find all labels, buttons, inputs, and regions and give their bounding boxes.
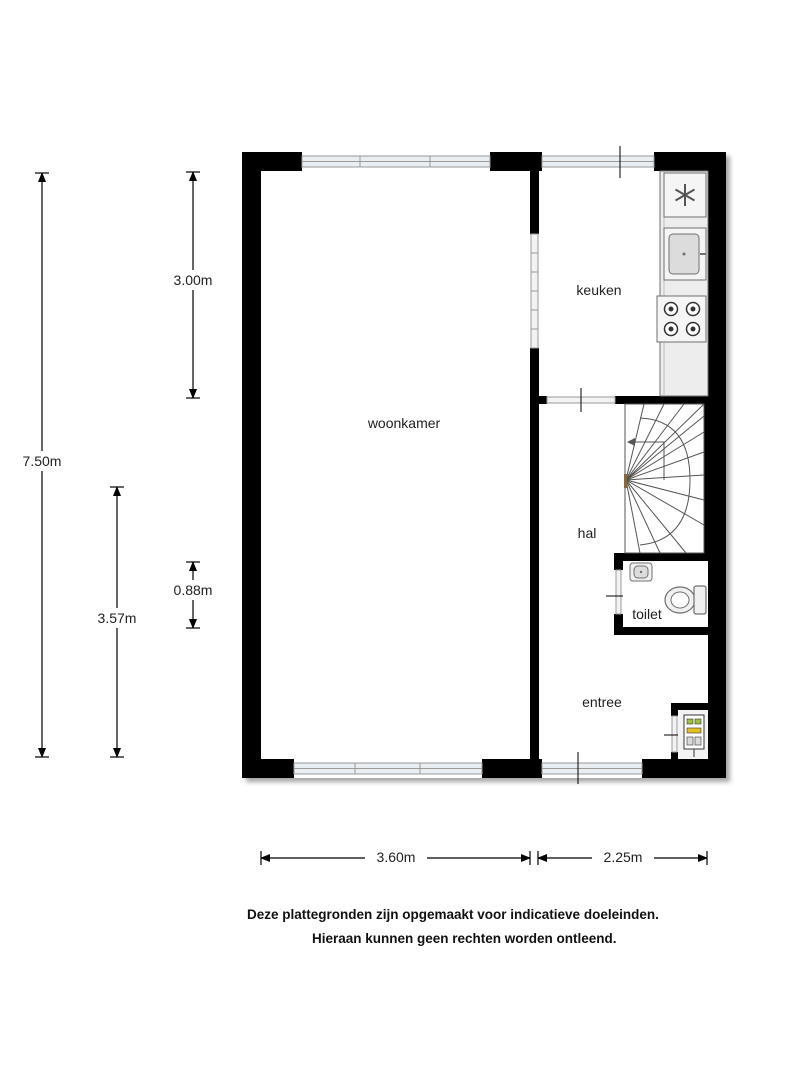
dimension-label-hall-width: 2.25m	[603, 849, 643, 865]
fan-icon	[664, 173, 706, 217]
dimension-label-kitchen-depth: 3.00m	[173, 272, 213, 288]
dimension-label-small-depth: 0.88m	[173, 582, 213, 598]
sink-icon	[664, 228, 706, 280]
toilet-icon	[665, 586, 706, 614]
window-living-top	[302, 152, 490, 171]
dimension-kitchen-depth	[163, 172, 223, 398]
room-label-living: woonkamer	[367, 415, 441, 431]
room-label-toilet: toilet	[632, 606, 662, 622]
hand-basin-icon	[630, 563, 652, 581]
room-label-kitchen: keuken	[576, 282, 622, 298]
staircase-icon	[624, 404, 704, 553]
dimension-label-total-depth: 7.50m	[22, 453, 62, 469]
door-living-kitchen	[530, 234, 539, 348]
stove-icon	[657, 296, 706, 342]
window-living-bottom	[294, 759, 482, 778]
disclaimer-line-1: Deze plattegronden zijn opgemaakt voor indicatieve doeleinden.	[247, 907, 659, 922]
dimension-total-depth	[14, 173, 70, 757]
dimension-label-living-width: 3.60m	[376, 849, 416, 865]
dimension-small-depth	[163, 562, 223, 628]
dimension-label-lower-depth: 3.57m	[97, 610, 137, 626]
dimension-lower-depth	[88, 487, 146, 757]
dimension-hall-width	[538, 848, 707, 868]
dimension-living-width	[261, 848, 530, 868]
disclaimer-line-2: Hieraan kunnen geen rechten worden ontleend.	[312, 931, 617, 946]
room-label-entrance: entree	[582, 694, 622, 710]
meter-cupboard-icon	[678, 710, 708, 759]
room-label-hall: hal	[577, 525, 597, 541]
